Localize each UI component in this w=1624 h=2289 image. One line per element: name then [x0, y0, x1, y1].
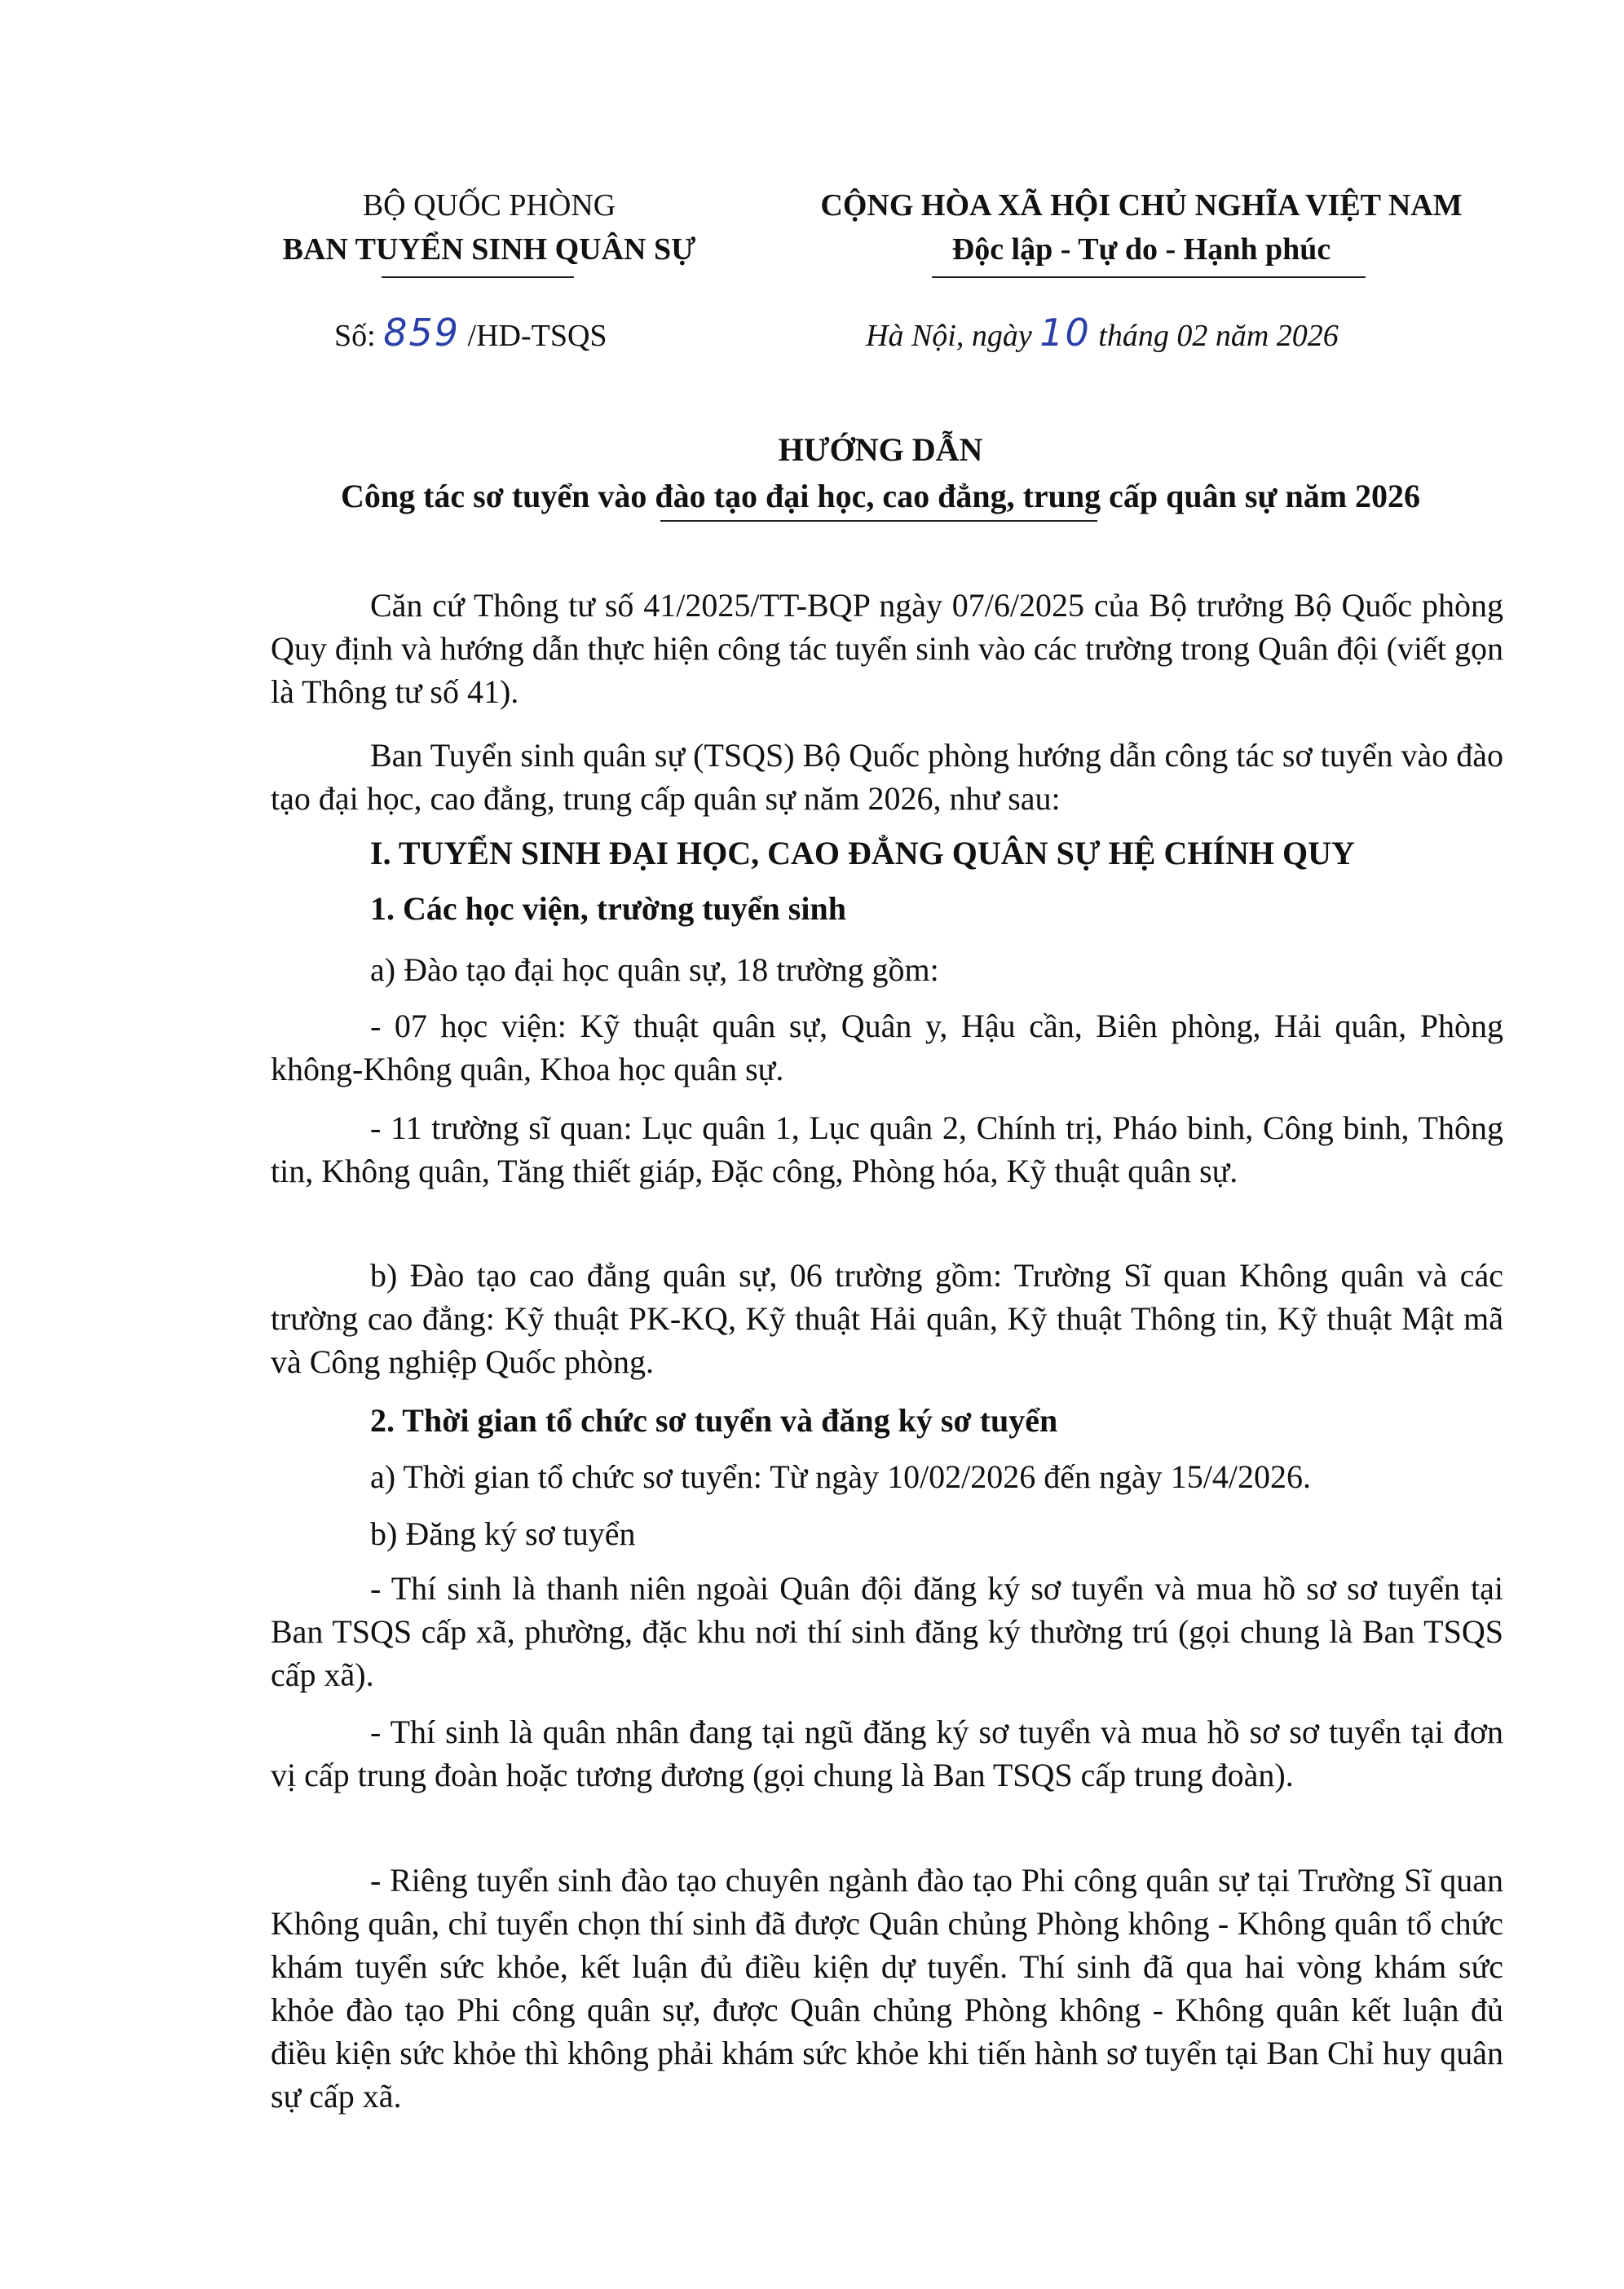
paragraph-a-universities: a) Đào tạo đại học quân sự, 18 trường gồm:: [370, 951, 939, 988]
section-heading-I: I. TUYỂN SINH ĐẠI HỌC, CAO ĐẲNG QUÂN SỰ HỆ CHÍNH QUY: [370, 835, 1355, 871]
national-title: CỘNG HÒA XÃ HỘI CHỦ NGHĨA VIỆT NAM: [820, 188, 1463, 223]
board-name: BAN TUYỂN SINH QUÂN SỰ: [282, 232, 696, 267]
handwritten-day: 10: [1039, 311, 1091, 355]
right-header-underline: [932, 276, 1366, 278]
handwritten-number: 859: [383, 311, 461, 355]
paragraph-b-registration: b) Đăng ký sơ tuyển: [370, 1515, 636, 1552]
ministry-name: BỘ QUỐC PHÒNG: [362, 188, 616, 223]
document-subtitle: Công tác sơ tuyển vào đào tạo đại học, cao đẳng, trung cấp quân sự năm 2026: [340, 478, 1421, 514]
paragraph-pilot-candidates: - Riêng tuyển sinh đào tạo chuyên ngành đào tạo Phi công quân sự tại Trường Sĩ quan Không quân, chỉ tuyển chọn thí sinh đã được Quân chủng Phòng không - Không quân tổ chức khám tuyển sức khỏe, kết luận đủ điều kiện dự tuyển. Thí sinh đã qua hai vòng khám sức khỏe đào tạo Phi công quân sự, được Quân chủng Phòng không - Không quân kết luận đủ điều kiện sức khỏe thì không phải khám sức khỏe khi tiến hành sơ tuyển tại Ban Chỉ huy quân sự cấp xã.: [271, 1862, 1503, 2115]
number-prefix: Số:: [334, 319, 376, 353]
document-title: HƯỚNG DẪN: [778, 431, 983, 468]
paragraph-intro: Ban Tuyển sinh quân sự (TSQS) Bộ Quốc phòng hướng dẫn công tác sơ tuyển vào đào tạo đại học, cao đẳng, trung cấp quân sự năm 2026, như sau:: [271, 737, 1503, 817]
paragraph-academies: - 07 học viện: Kỹ thuật quân sự, Quân y, Hậu cần, Biên phòng, Hải quân, Phòng không-Không quân, Khoa học quân sự.: [271, 1008, 1503, 1087]
paragraph-military-candidates: - Thí sinh là quân nhân đang tại ngũ đăng ký sơ tuyển và mua hồ sơ sơ tuyển tại đơn vị cấp trung đoàn hoặc tương đương (gọi chung là Ban TSQS cấp trung đoàn).: [271, 1713, 1503, 1793]
section-heading-2: 2. Thời gian tổ chức sơ tuyển và đăng ký sơ tuyển: [370, 1402, 1058, 1439]
date-prefix: Hà Nội, ngày: [866, 319, 1032, 353]
document-date: [866, 313, 1339, 355]
number-suffix: /HD-TSQS: [467, 319, 607, 353]
title-underline: [660, 520, 1097, 522]
paragraph-officer-schools: - 11 trường sĩ quan: Lục quân 1, Lục quân 2, Chính trị, Pháo binh, Công binh, Thông tin, Không quân, Tăng thiết giáp, Đặc công, Phòng hóa, Kỹ thuật quân sự.: [271, 1109, 1503, 1189]
section-heading-1: 1. Các học viện, trường tuyển sinh: [370, 890, 846, 927]
document-number: [334, 313, 607, 355]
paragraph-b-colleges: b) Đào tạo cao đẳng quân sự, 06 trường gồm: Trường Sĩ quan Không quân và các trường cao đẳng: Kỹ thuật PK-KQ, Kỹ thuật Hải quân, Kỹ thuật Thông tin, Kỹ thuật Mật mã và Công nghiệp Quốc phòng.: [271, 1257, 1503, 1380]
national-motto: Độc lập - Tự do - Hạnh phúc: [951, 232, 1331, 267]
paragraph-legal-basis: Căn cứ Thông tư số 41/2025/TT-BQP ngày 07/6/2025 của Bộ trưởng Bộ Quốc phòng Quy định và hướng dẫn thực hiện công tác tuyển sinh vào các trường trong Quân đội (viết gọn là Thông tư số 41).: [271, 587, 1503, 710]
date-suffix: tháng 02 năm 2026: [1098, 319, 1339, 353]
paragraph-civilian-candidates: - Thí sinh là thanh niên ngoài Quân đội đăng ký sơ tuyển và mua hồ sơ sơ tuyển tại Ban TSQS cấp xã, phường, đặc khu nơi thí sinh đăng ký thường trú (gọi chung là Ban TSQS cấp xã).: [271, 1570, 1503, 1693]
paragraph-a-time: a) Thời gian tổ chức sơ tuyển: Từ ngày 10/02/2026 đến ngày 15/4/2026.: [370, 1458, 1312, 1495]
left-header-underline: [382, 276, 574, 278]
